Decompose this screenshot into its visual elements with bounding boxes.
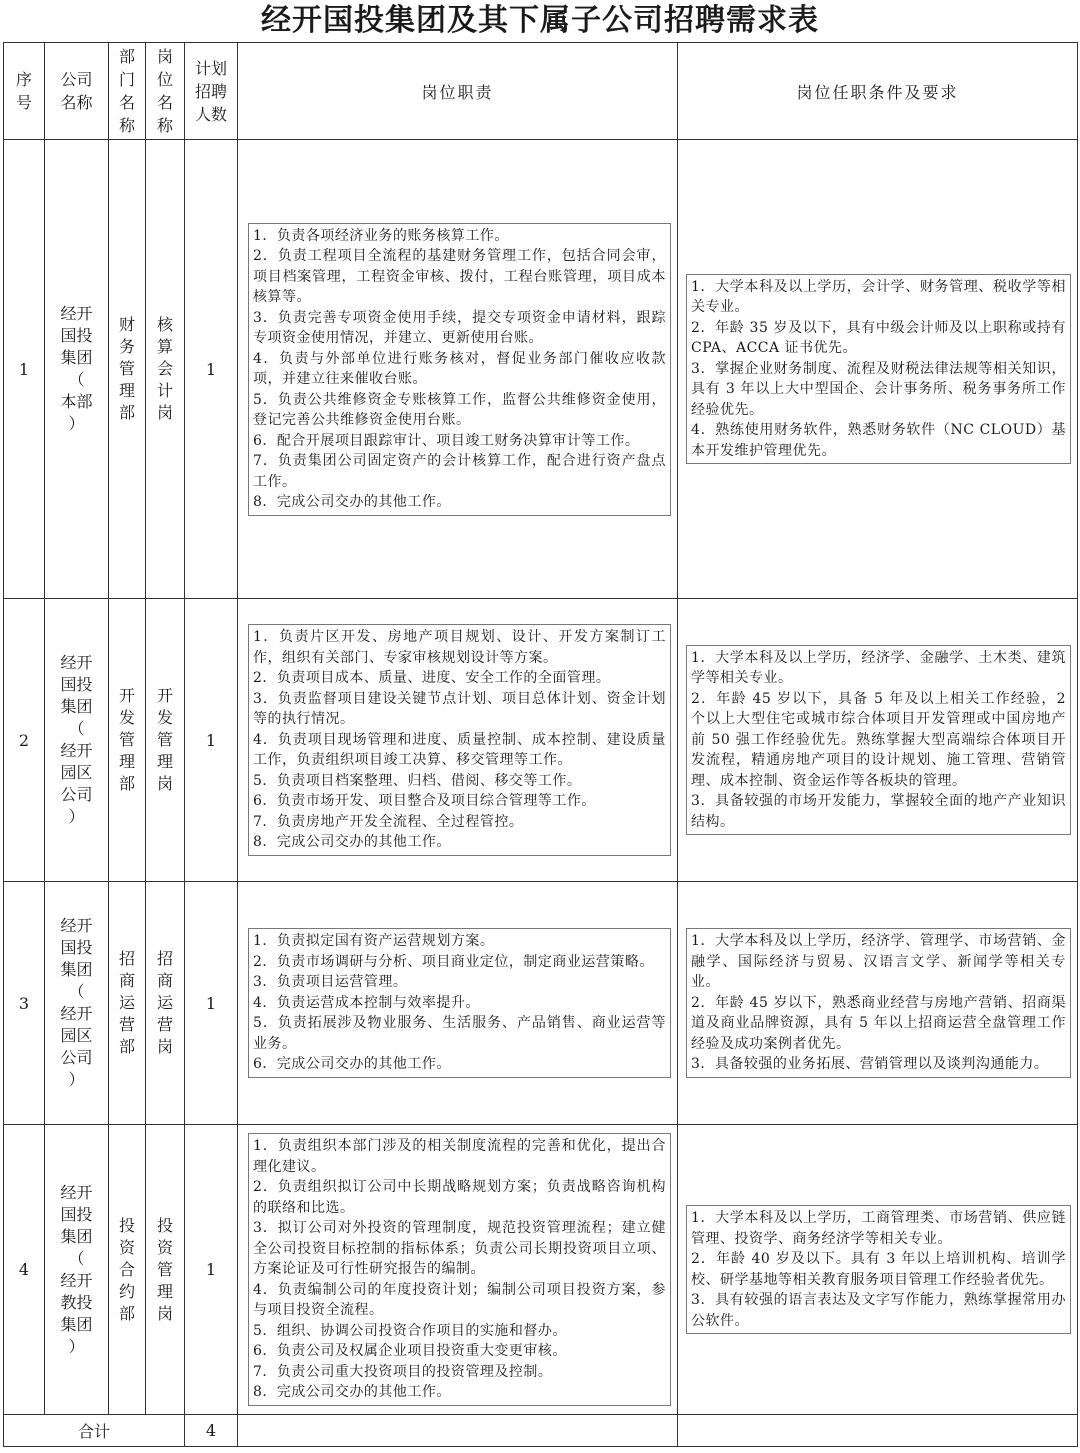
requirement-item: 4．熟练使用财务软件，熟悉财务软件（NC CLOUD）基本开发维护管理优先。: [691, 422, 1066, 459]
recruitment-table: [3, 42, 1078, 1447]
vertical-text: 公司 名称: [60, 70, 93, 112]
requirements-box: [686, 274, 1071, 465]
vertical-text: 经开 国投 集团 （ 经开 园区 公司 ）: [60, 653, 93, 826]
duties-box: [248, 1133, 671, 1406]
duty-item: 4．负责编制公司的年度投资计划；编制公司项目投资方案，参与项目投资全流程。: [253, 1281, 666, 1319]
vertical-text: 岗 位 名 称: [156, 47, 173, 135]
duty-item: 2．负责组织拟订公司中长期战略规划方案；负责战略咨询机构的联络和比选。: [253, 1179, 666, 1216]
cell-count: 1: [185, 599, 238, 882]
vertical-text: 部 门 名 称: [118, 47, 135, 135]
cell-requirements: [678, 140, 1078, 599]
total-label: 合计: [4, 1415, 185, 1447]
duty-item: 5．负责项目档案整理、归档、借阅、移交等工作。: [253, 772, 582, 789]
requirement-item: 3．具备较强的业务拓展、营销管理以及谈判沟通能力。: [691, 1056, 1049, 1073]
cell-post: [146, 140, 185, 599]
cell-seq: 2: [4, 599, 45, 882]
vertical-text: 投 资 管 理 岗: [156, 1215, 173, 1323]
duty-item: 1．负责拟定国有资产运营规划方案。: [253, 933, 495, 950]
duty-item: 6．配合开展项目跟踪审计、项目竣工财务决算审计等工作。: [253, 432, 640, 449]
cell-dept: [109, 1125, 146, 1415]
cell-duties: [238, 140, 678, 599]
duty-item: 4．负责项目现场管理和进度、质量控制、成本控制、建设质量工作，负责组织项目竣工决算、移交管理等工作。: [253, 731, 666, 769]
vertical-text: 开 发 管 理 岗: [156, 686, 173, 793]
requirements-box: [686, 645, 1071, 836]
duties-box: [248, 624, 671, 856]
requirement-item: 1．大学本科及以上学历，经济学、金融学、土木类、建筑学等相关专业。: [691, 649, 1066, 687]
requirement-item: 2．年龄 40 岁及以下。具有 3 年以上培训机构、培训学校、研学基地等相关教育服务项目管理工作经验者优先。: [691, 1251, 1066, 1288]
cell-count: 1: [185, 1125, 238, 1415]
table-row: [4, 882, 1078, 1125]
cell-company: [45, 140, 109, 599]
duty-item: 6．负责市场开发、项目整合及项目综合管理等工作。: [253, 793, 596, 810]
duty-item: 2．负责项目成本、质量、进度、安全工作的全面管理。: [253, 670, 611, 687]
header-seq: [4, 43, 45, 140]
cell-requirements: [678, 1125, 1078, 1415]
cell-post: [146, 599, 185, 882]
table-row: [4, 140, 1078, 599]
duty-item: 4．负责与外部单位进行账务核对，督促业务部门催收应收款项，并建立往来催收台账。: [253, 350, 666, 387]
duty-item: 5．负责公共维修资金专账核算工作，监督公共维修资金使用，登记完善公共维修资金使用台账。: [253, 391, 666, 428]
cell-dept: [109, 882, 146, 1125]
duty-item: 1．负责组织本部门涉及的相关制度流程的完善和优化，提出合理化建议。: [253, 1138, 666, 1175]
cell-post: [146, 882, 185, 1125]
duty-item: 3．负责监督项目建设关键节点计划、项目总体计划、资金计划等的执行情况。: [253, 690, 666, 728]
requirement-item: 1．大学本科及以上学历，会计学、财务管理、税收学等相关专业。: [691, 278, 1066, 316]
header-count: [185, 43, 238, 140]
vertical-text: 核 算 会 计 岗: [156, 315, 173, 422]
duty-item: 2．负责工程项目全流程的基建财务管理工作，包括合同会审，项目档案管理，工程资金审核、拨付，工程台账管理，项目成本核算等。: [253, 248, 666, 305]
duty-item: 1．负责各项经济业务的账务核算工作。: [253, 227, 509, 244]
duty-item: 3．拟订公司对外投资的管理制度，规范投资管理流程；建立健全公司投资目标控制的指标体系；负责公司长期投资项目立项、方案论证及可行性研究报告的编制。: [253, 1220, 666, 1278]
duties-box: [248, 223, 671, 516]
duty-item: 2．负责市场调研与分析、项目商业定位，制定商业运营策略。: [253, 953, 654, 970]
duty-item: 7．负责房地产开发全流程、全过程管控。: [253, 813, 524, 830]
vertical-text: 经开 国投 集团 （ 经开 园区 公司 ）: [60, 916, 93, 1089]
cell-requirements: [678, 599, 1078, 882]
cell-company: [45, 599, 109, 882]
duty-item: 8．完成公司交办的其他工作。: [253, 494, 451, 510]
header-post: [146, 43, 185, 140]
cell-duties: [238, 599, 678, 882]
total-count: 4: [185, 1415, 238, 1447]
duty-item: 3．负责项目运营管理。: [253, 974, 408, 991]
duty-item: 6．完成公司交办的其他工作。: [253, 1056, 451, 1073]
page-title: 经开国投集团及其下属子公司招聘需求表: [261, 3, 819, 38]
total-requirements-empty: [678, 1415, 1078, 1447]
vertical-text: 经开 国投 集团 （ 经开 教投 集团 ）: [60, 1182, 93, 1356]
table-row: [4, 1125, 1078, 1415]
cell-seq: 4: [4, 1125, 45, 1415]
vertical-text: 招 商 运 营 部: [118, 949, 135, 1056]
cell-company: [45, 882, 109, 1125]
duty-item: 4．负责运营成本控制与效率提升。: [253, 994, 480, 1011]
requirement-item: 3．具备较强的市场开发能力，掌握较全面的地产产业知识结构。: [691, 793, 1066, 830]
requirements-box: [686, 1205, 1071, 1334]
requirement-item: 3．具有较强的语言表达及文字写作能力，熟练掌握常用办公软件。: [691, 1292, 1066, 1329]
vertical-text: 序 号: [15, 70, 32, 112]
cell-duties: [238, 882, 678, 1125]
requirement-item: 1．大学本科及以上学历，工商管理类、市场营销、供应链管理、投资学、商务经济学等相关专业。: [691, 1210, 1066, 1247]
duty-item: 7．负责集团公司固定资产的会计核算工作，配合进行资产盘点工作。: [253, 453, 666, 490]
duty-item: 8．完成公司交办的其他工作。: [253, 1384, 451, 1401]
cell-count: 1: [185, 882, 238, 1125]
table-row: [4, 599, 1078, 882]
duty-item: 6．负责公司及权属企业项目投资重大变更审核。: [253, 1343, 567, 1360]
cell-dept: [109, 599, 146, 882]
vertical-text: 经开 国投 集团 （ 本部 ）: [60, 304, 93, 433]
requirement-item: 1．大学本科及以上学历，经济学、管理学、市场营销、金融学、国际经济与贸易、汉语言文学、新闻学等相关专业。: [691, 933, 1066, 991]
requirement-item: 3．掌握企业财务制度、流程及财税法律法规等相关知识，具有 3 年以上大中型国企、会计事务所、税务事务所工作经验优先。: [691, 360, 1066, 418]
total-duties-empty: [238, 1415, 678, 1447]
header-row: [4, 43, 1078, 140]
requirement-item: 2．年龄 45 岁以下，熟悉商业经营与房地产营销、招商渠道及商业品牌资源，具有 5 年以上招商运营全盘管理工作经验及成功案例者优先。: [691, 994, 1066, 1052]
header-duties: 岗位职责: [238, 43, 678, 140]
cell-post: [146, 1125, 185, 1415]
requirements-box: [686, 928, 1071, 1078]
header-requirements: 岗位任职条件及要求: [678, 43, 1078, 140]
cell-seq: 1: [4, 140, 45, 599]
duty-item: 5．组织、协调公司投资合作项目的实施和督办。: [253, 1322, 567, 1339]
duty-item: 7．负责公司重大投资项目的投资管理及控制。: [253, 1363, 553, 1380]
cell-company: [45, 1125, 109, 1415]
vertical-text: 开 发 管 理 部: [118, 686, 135, 793]
duty-item: 8．完成公司交办的其他工作。: [253, 834, 451, 851]
cell-duties: [238, 1125, 678, 1415]
duties-box: [248, 928, 671, 1078]
cell-dept: [109, 140, 146, 599]
requirement-item: 2．年龄 45 岁以下，具备 5 年及以上相关工作经验，2 个以上大型住宅或城市综合体项目开发管理或中国房地产前 50 强工作经验优先。熟练掌握大型高端综合体项目开发流程，精通房地产项目的设计规划、施工管理、营销管理、成本控制、资金运作等各板块的管理。: [691, 690, 1066, 789]
duty-item: 1．负责片区开发、房地产项目规划、设计、开发方案制订工作，组织有关部门、专家审核规划设计等方案。: [253, 629, 666, 666]
total-row: [4, 1415, 1078, 1447]
duty-item: 5．负责拓展涉及物业服务、生活服务、产品销售、商业运营等业务。: [253, 1015, 666, 1052]
header-dept: [109, 43, 146, 140]
cell-requirements: [678, 882, 1078, 1125]
cell-count: 1: [185, 140, 238, 599]
cell-seq: 3: [4, 882, 45, 1125]
duty-item: 3．负责完善专项资金使用手续，提交专项资金申请材料，跟踪专项资金使用情况，并建立、更新使用台账。: [253, 309, 666, 346]
requirement-item: 2．年龄 35 岁及以下，具有中级会计师及以上职称或持有 CPA、ACCA 证书优先。: [691, 319, 1066, 357]
header-company: [45, 43, 109, 140]
vertical-text: 计划 招聘 人数: [194, 58, 227, 124]
vertical-text: 投 资 合 约 部: [118, 1215, 135, 1323]
vertical-text: 财 务 管 理 部: [118, 315, 135, 422]
vertical-text: 招 商 运 营 岗: [156, 949, 173, 1056]
